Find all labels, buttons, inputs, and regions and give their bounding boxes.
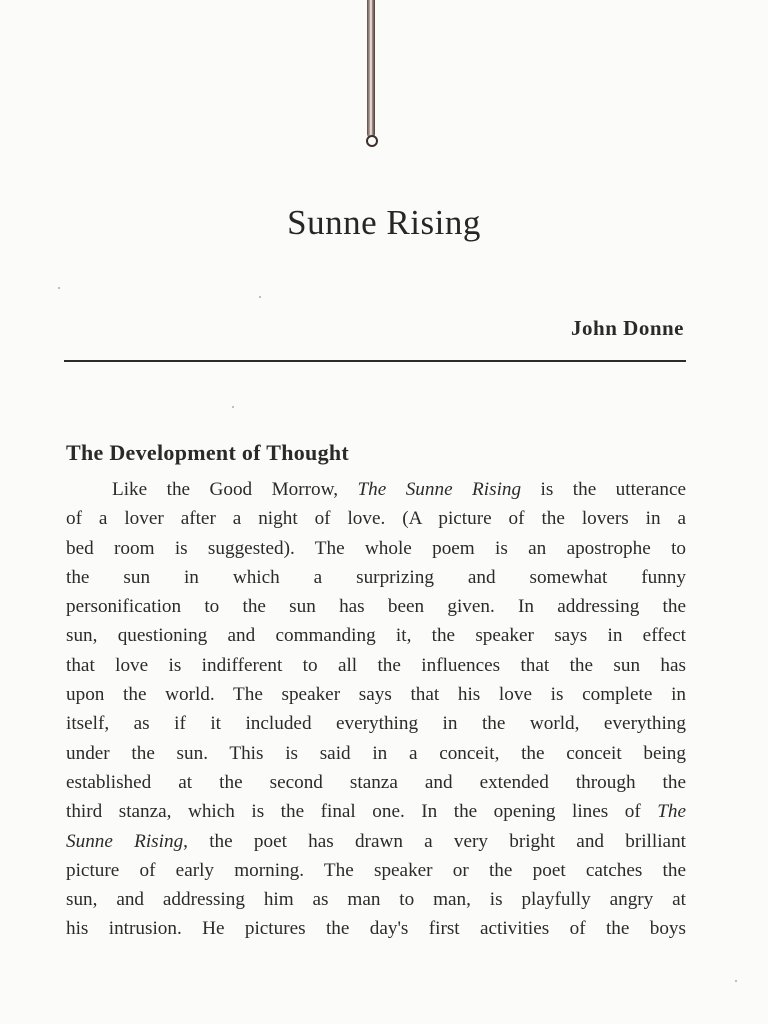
scan-speck (58, 287, 60, 289)
horizontal-rule (64, 360, 686, 362)
paragraph-line (66, 709, 686, 738)
line-text: sun, questioning and commanding it, the speaker says in effect (66, 625, 686, 647)
line-text: that love is indifferent to all the influences that the sun has (66, 654, 686, 676)
paragraph-line (66, 914, 686, 943)
paragraph-line (66, 504, 686, 533)
line-italic-title: The (657, 801, 686, 823)
line-text: , the poet has drawn a very bright and brilliant (183, 830, 686, 852)
scan-speck (259, 296, 261, 298)
scan-speck (232, 406, 234, 408)
line-text: his intrusion. He pictures the day's first activities of the boys (66, 918, 686, 940)
paragraph-line (66, 621, 686, 650)
paragraph-line (66, 739, 686, 768)
line-text: the sun in which a surprizing and somewhat funny (66, 566, 686, 588)
paragraph-line (66, 885, 686, 914)
line-text: bed room is suggested). The whole poem is an apostrophe to (66, 537, 686, 559)
section-heading: The Development of Thought (66, 440, 350, 465)
paragraph-line (66, 856, 686, 885)
page-title: Sunne Rising (287, 203, 481, 242)
paragraph-line (66, 797, 686, 826)
line-text: personification to the sun has been given. In addressing the (66, 596, 686, 618)
paragraph-line (66, 651, 686, 680)
paragraph-line (66, 534, 686, 563)
scan-speck (735, 980, 737, 982)
hanging-tab-ornament (364, 0, 378, 150)
line-text: is the utterance (521, 479, 686, 500)
paragraph-line (66, 680, 686, 709)
paragraph-line (66, 592, 686, 621)
line-italic-title: Sunne Rising (66, 830, 184, 852)
line-text: under the sun. This is said in a conceit, the conceit being (66, 742, 686, 764)
line-text: Like the Good Morrow, (112, 479, 358, 500)
line-text: of a lover after a night of love. (A picture of the lovers in a (66, 508, 686, 530)
line-text: sun, and addressing him as man to man, is playfully angry at (66, 889, 686, 911)
paragraph-line (66, 475, 686, 504)
line-text: itself, as if it included everything in the world, everything (66, 713, 686, 735)
author-name: John Donne (571, 316, 684, 340)
tab-bar (367, 0, 375, 138)
line-italic-title: The Sunne Rising (357, 479, 522, 500)
line-text: upon the world. The speaker says that his love is complete in (66, 684, 686, 706)
line-text: established at the second stanza and extended through the (66, 771, 686, 793)
body-paragraph (66, 475, 686, 944)
paragraph-line (66, 563, 686, 592)
tab-ring (366, 135, 378, 147)
paragraph-line (66, 827, 686, 856)
line-text: picture of early morning. The speaker or the poet catches the (66, 859, 686, 881)
line-text: third stanza, which is the final one. In the opening lines of (66, 801, 658, 823)
paragraph-line (66, 768, 686, 797)
